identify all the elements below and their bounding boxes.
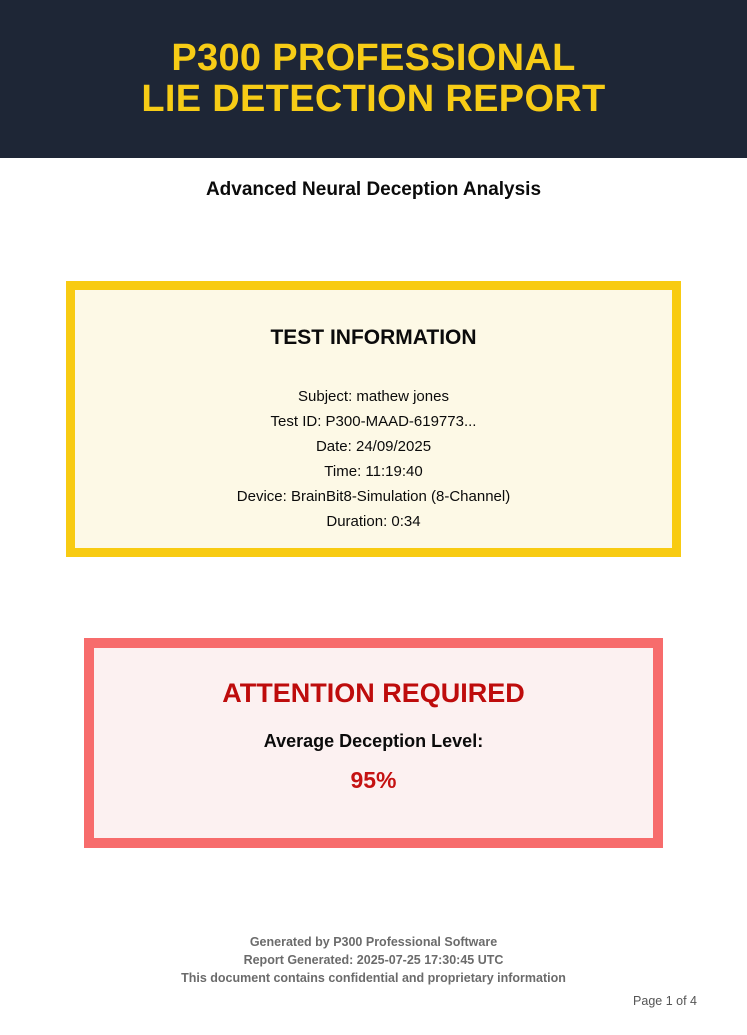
page-indicator: Page 1 of 4	[633, 994, 697, 1008]
footer-generated-at: Report Generated: 2025-07-25 17:30:45 UTC	[243, 953, 504, 967]
report-subtitle: Advanced Neural Deception Analysis	[205, 179, 542, 200]
footer-confidentiality: This document contains confidential and proprietary information	[181, 971, 566, 985]
report-title-line1: P300 PROFESSIONAL	[171, 37, 576, 79]
info-duration: Duration: 0:34	[326, 513, 421, 530]
test-info-title: TEST INFORMATION	[270, 326, 477, 349]
info-date: Date: 24/09/2025	[315, 438, 432, 455]
deception-level-label: Average Deception Level:	[263, 731, 484, 751]
report-footer	[0, 933, 747, 987]
test-info-box	[66, 281, 681, 557]
deception-level-value: 95%	[350, 767, 397, 793]
info-device: Device: BrainBit8-Simulation (8-Channel)	[236, 488, 511, 505]
attention-box	[84, 638, 663, 848]
report-title-line2: LIE DETECTION REPORT	[141, 78, 606, 120]
footer-generated-by: Generated by P300 Professional Software	[249, 935, 498, 949]
info-subject: Subject: mathew jones	[298, 388, 449, 405]
attention-title: ATTENTION REQUIRED	[222, 678, 525, 708]
info-time: Time: 11:19:40	[324, 463, 423, 480]
report-header	[0, 0, 747, 158]
info-test-id: Test ID: P300-MAAD-619773...	[270, 413, 477, 430]
